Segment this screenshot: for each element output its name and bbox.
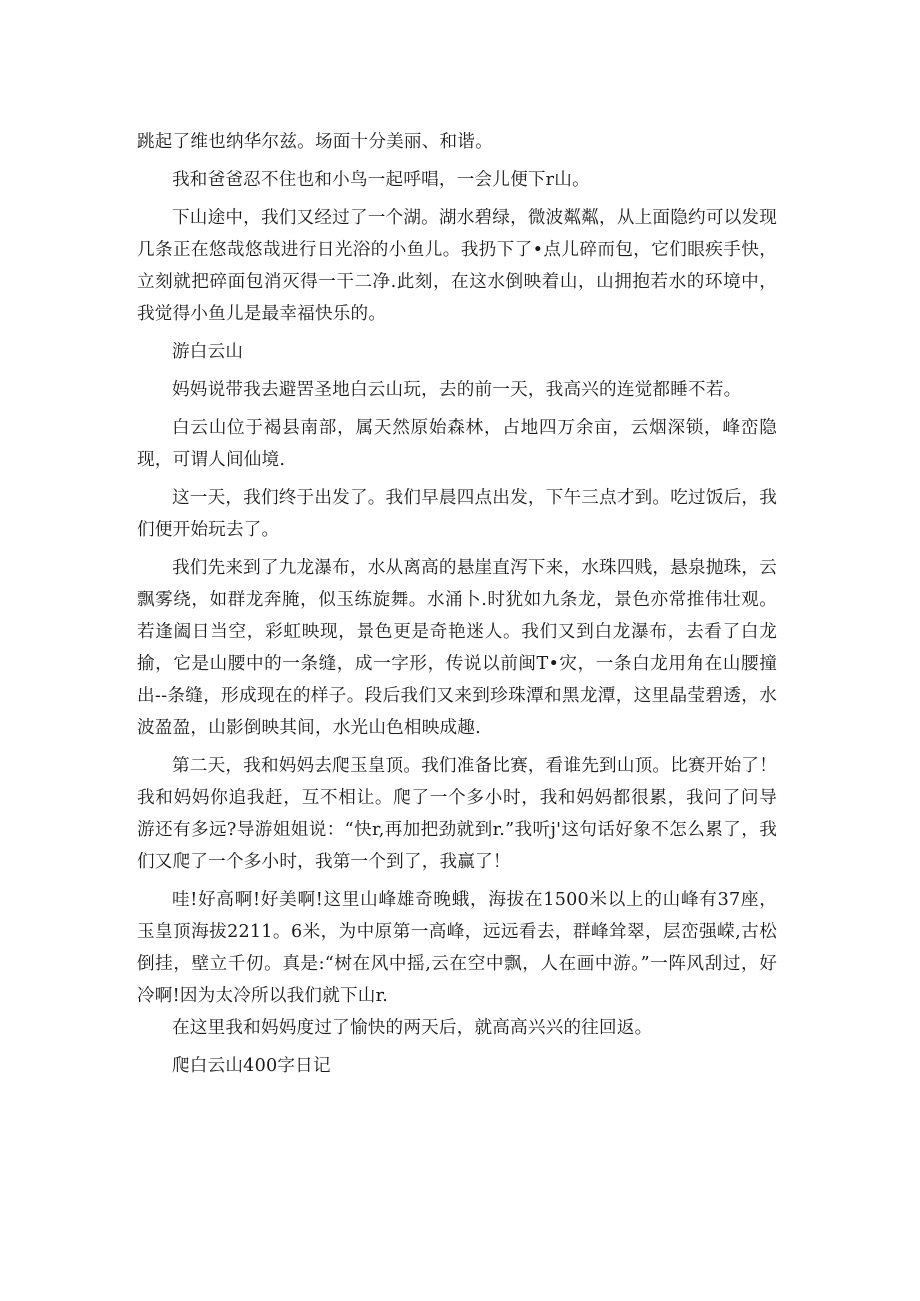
document-page: [137, 126, 777, 1082]
paragraph-location: 白云山位于褐县南部，属天然原始森林，占地四万余亩，云烟深锁，峰峦隐现，可谓人间仙境.: [137, 418, 777, 470]
paragraph-waterfall: 我们先来到了九龙瀑布，水从离高的悬崖直泻下来，水珠四贱，悬泉抛珠，云飘雾绕，如群龙奔腌，似玉练旋舞。水涌卜.时犹如九条龙，景色亦常推伟壮观。若逢阖日当空，彩虹映现，景色更是奇艳迷人。我们又到白龙瀑布，去看了白龙揄，它是山腰中的一条缝，成一字形，传说以前闽T•灾，一条白龙用角在山腰撞出--条缝，形成现在的样子。段后我们又来到珍珠潭和黑龙潭，这里晶莹碧透，水波盈盈，山影倒映其间，水光山色相映成趣.: [137, 558, 777, 738]
section-title-diary: 爬白云山400字日记: [172, 1056, 331, 1076]
paragraph-return: 在这里我和妈妈度过了愉快的两天后，就高高兴兴的往回返。: [172, 1018, 653, 1038]
paragraph-lake: 下山途中，我们又经过了一个湖。湖水碧绿，微波粼粼，从上面隐约可以发现几条正在悠哉悠哉进行日光浴的小鱼儿。我扔下了•点儿碎而包，它们眼疾手快，立刻就把碎面包消灭得一干二净.此刻，在这水倒映着山，山拥抱若水的环境中，我觉得小鱼儿是最幸福快乐的。: [137, 208, 777, 324]
paragraph-mom-trip: 妈妈说带我去避罟圣地白云山玩，去的前一天，我高兴的连觉都睡不若。: [172, 380, 742, 400]
paragraph-departure: 这一天，我们终于出发了。我们早晨四点出发，下午三点才到。吃过饭后，我们便开始玩去了。: [137, 488, 777, 540]
paragraph-second-day: 第二天，我和妈妈去爬玉皇顶。我们准备比赛，看谁先到山顶。比赛开始了！我和妈妈你追我赶，互不相让。爬了一个多小时，我和妈妈都很累，我问了问导游还有多远?导游姐姐说：“快r,再加把劲就到r.”我听j'这句话好象不怎么累了，我们又爬了一个多小时，我第一个到了，我赢了！: [137, 756, 777, 872]
paragraph-sing-and-descend: 我和爸爸忍不住也和小鸟一起呼唱，一会儿便下r山。: [172, 170, 590, 190]
section-title-baiyun: 游白云山: [172, 342, 244, 362]
paragraph-summit: 哇!好高啊!好美啊!这里山峰雄奇晚蛾，海拔在1500米以上的山峰有37座，玉皇顶海拔2211。6米，为中原第一高峰，远远看去，群峰耸翠，层峦强嵘,古松倒挂，壁立千仞。真是:“树在风中摇,云在空中飘，人在画中游。”一阵风刮过，好冷啊!因为太冷所以我们就下山r.: [137, 890, 777, 1006]
paragraph-continuation: 跳起了维也纳华尔兹。场面十分美丽、和谐。: [137, 132, 493, 152]
